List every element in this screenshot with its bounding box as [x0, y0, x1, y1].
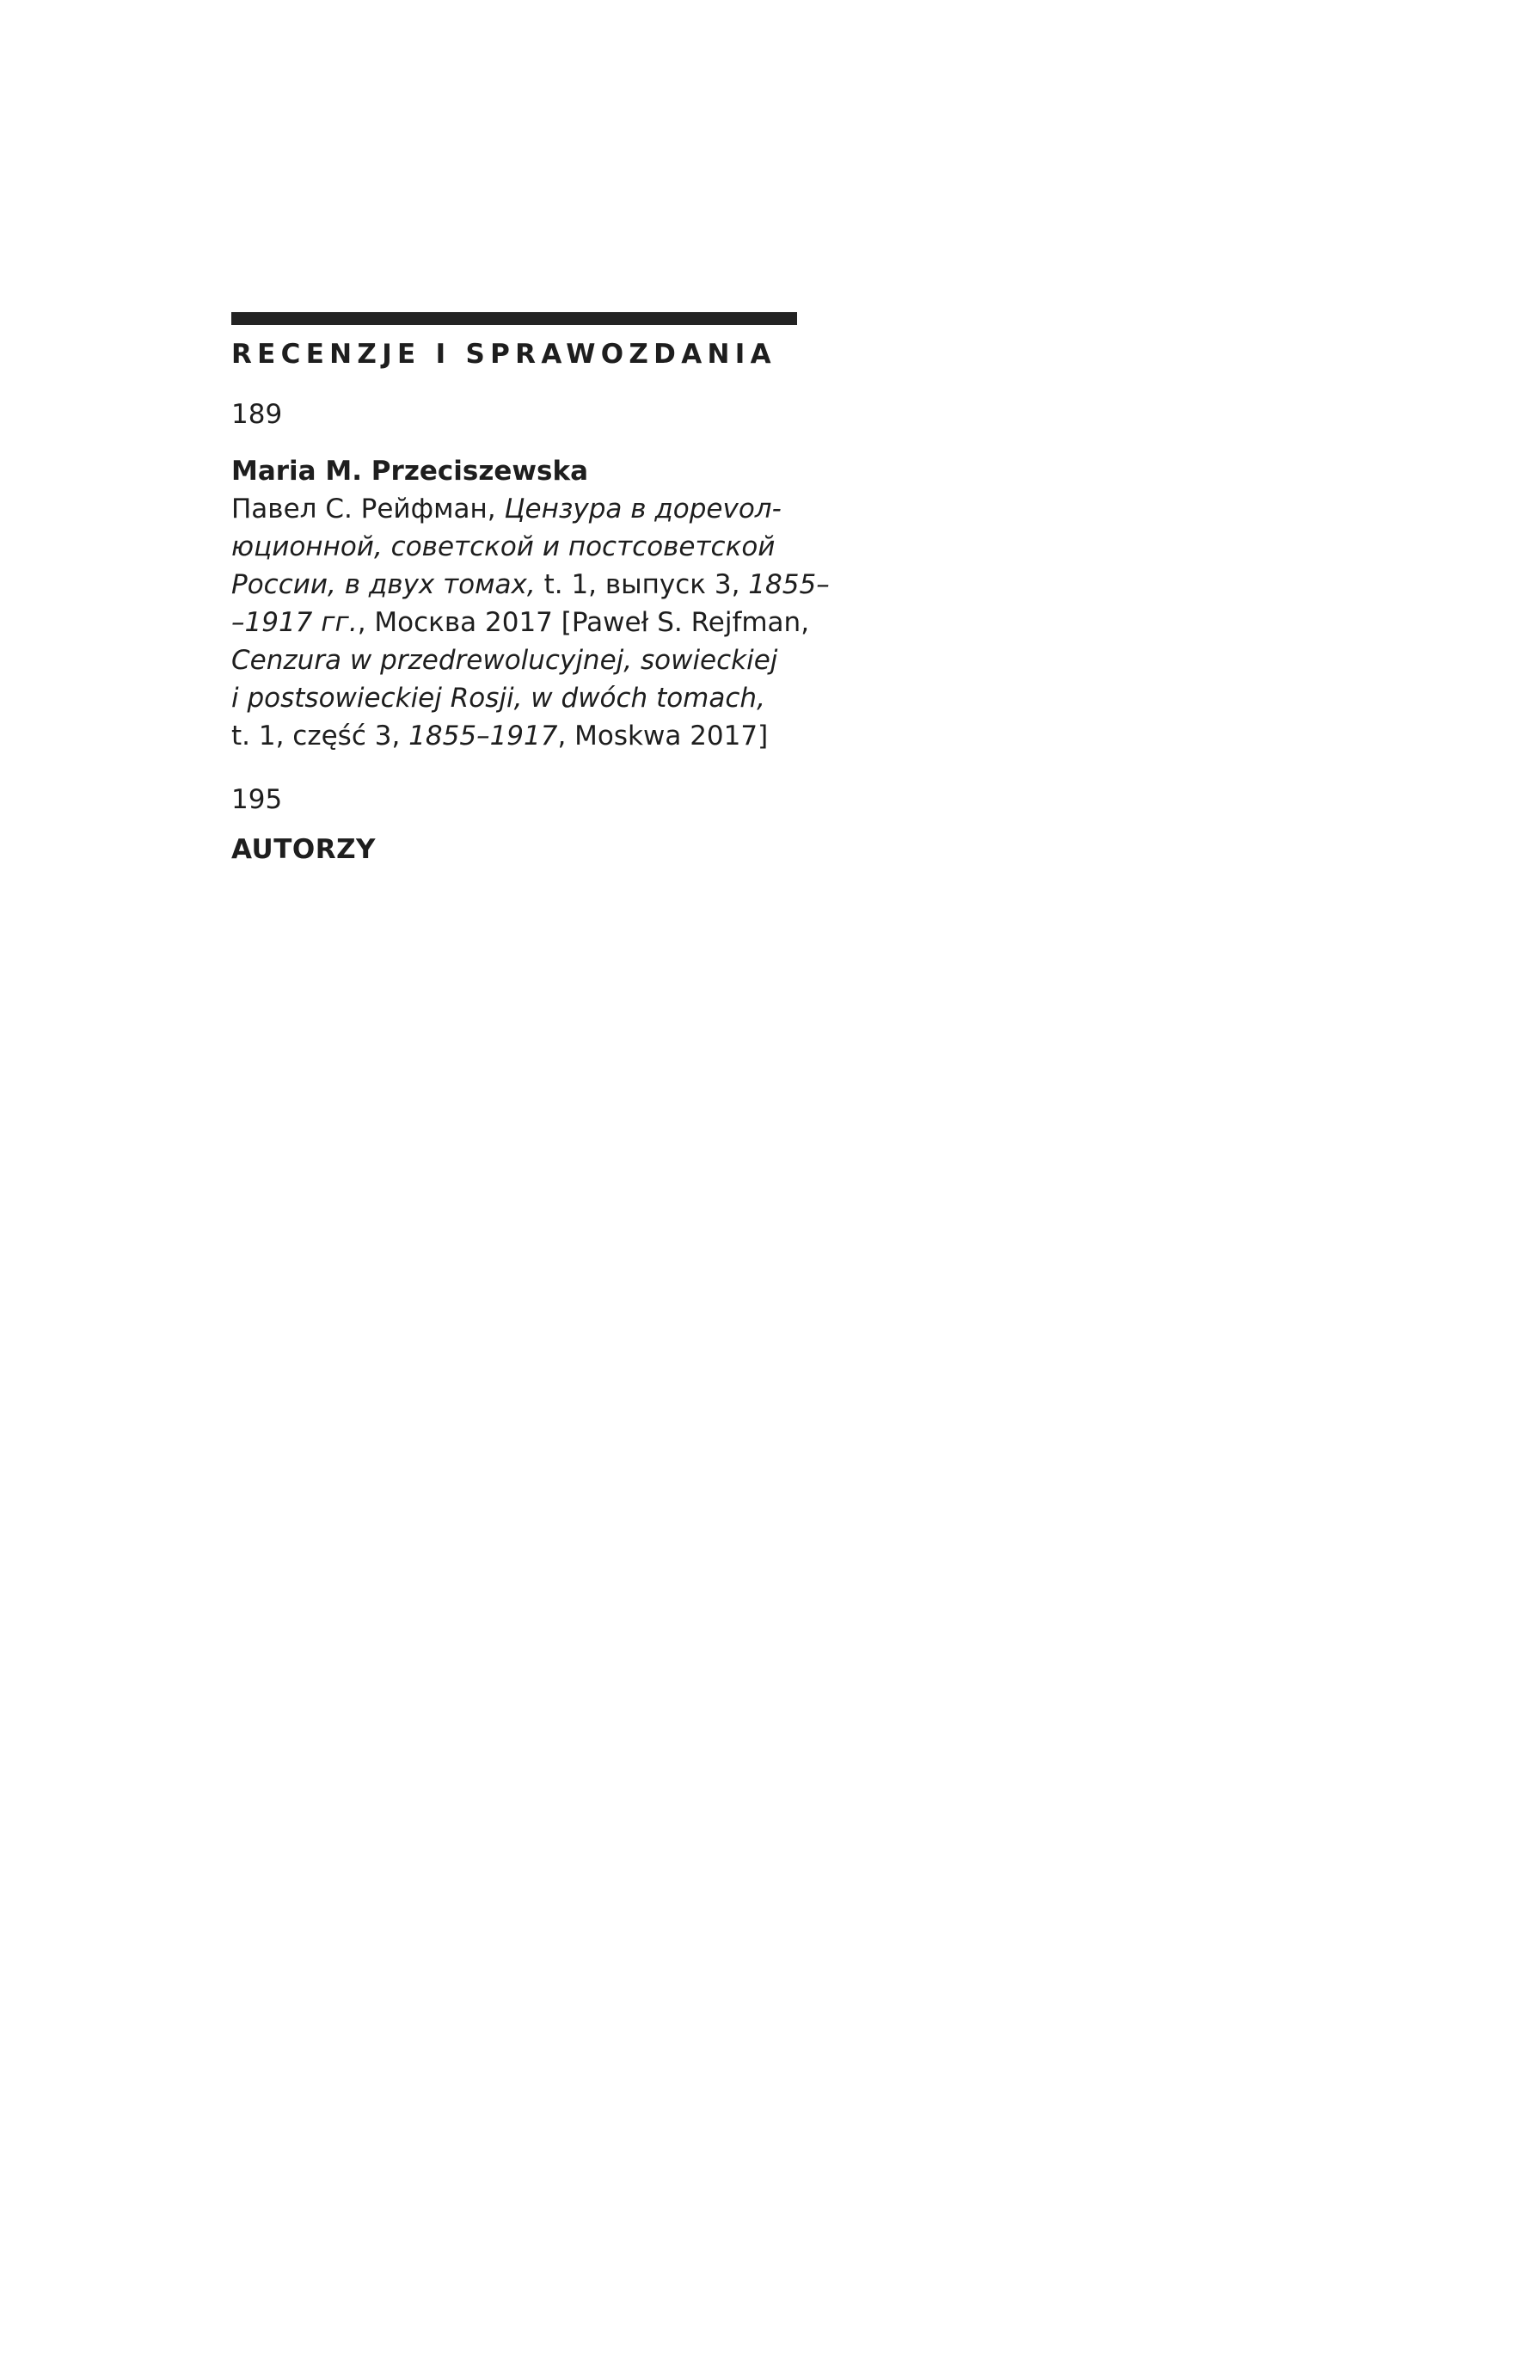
- reference-text-italic: 1855–1917: [408, 721, 558, 751]
- toc-section-reviews: [231, 312, 830, 868]
- toc-page-number: 189: [231, 399, 283, 430]
- reference-text-italic: i postsowieckiej Rosji, w dwóch tomach,: [231, 683, 765, 714]
- toc-entry-author: Maria M. Przeciszewska: [231, 456, 589, 487]
- reference-text: t. 1, выпуск 3,: [535, 569, 749, 600]
- reference-line: [231, 490, 807, 528]
- reference-text: t. 1, część 3,: [231, 721, 409, 751]
- reference-text-italic: Cenzura w przedrewolucyjnej, sowieckiej: [231, 645, 778, 676]
- reference-text: Павел С. Рейфман,: [231, 494, 505, 524]
- section-rule: [231, 312, 797, 325]
- reference-text-italic: юционной, советской и постсоветской: [231, 531, 776, 562]
- toc-entry-title: AUTORZY: [231, 834, 377, 865]
- reference-line: [231, 604, 810, 641]
- reference-text: , Москва 2017 [Paweł S. Rejfman,: [357, 607, 810, 638]
- reference-line: [231, 566, 830, 604]
- toc-page-number: 195: [231, 784, 283, 815]
- reference-line: [231, 679, 807, 717]
- toc-entry-authors: [231, 781, 807, 868]
- reference-text-italic: 1855–: [748, 569, 830, 600]
- reference-line: [231, 717, 807, 755]
- toc-entry-review: [231, 396, 830, 755]
- reference-line: [231, 528, 807, 566]
- reference-text-italic: Цензура в дорevол-: [504, 494, 782, 524]
- toc-entry-reference: [231, 490, 830, 755]
- reference-text-italic: России, в двух томах,: [231, 569, 536, 600]
- reference-text: , Moskwa 2017]: [557, 721, 769, 751]
- section-heading: RECENZJE I SPRAWOZDANIA: [231, 339, 776, 370]
- reference-line: [231, 641, 807, 679]
- reference-text-italic: –1917 гг.: [231, 607, 358, 638]
